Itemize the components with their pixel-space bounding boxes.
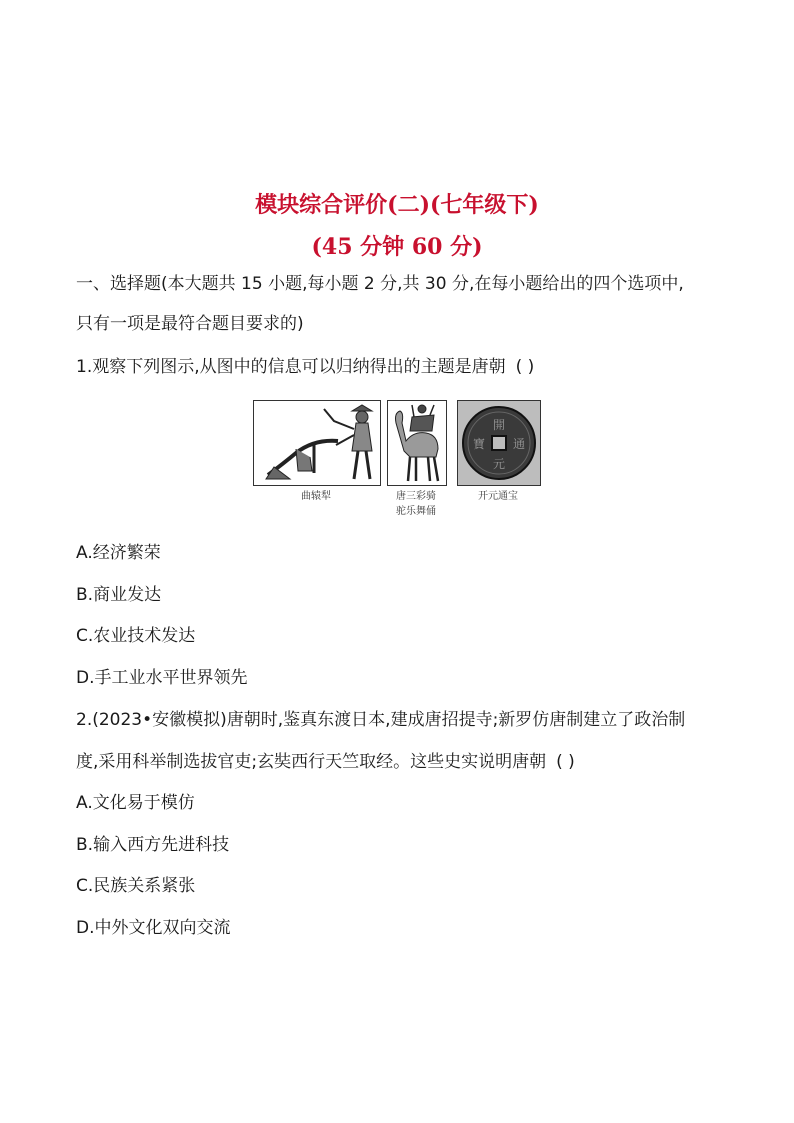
exam-duration-score: (45 分钟 60 分) [311,234,483,260]
plow-image [253,400,381,486]
coin-image [457,400,541,486]
section-instructions-line-1: 一、选择题(本大题共 15 小题,每小题 2 分,共 30 分,在每小题给出的四个选项中, [76,274,684,294]
coin-char-bottom: 元 [492,457,506,471]
camel-icon [388,401,446,485]
q1-option-d: D.手工业水平世界领先 [76,668,248,688]
camel-figurine-image [387,400,447,486]
q2-option-c: C.民族关系紧张 [76,876,196,896]
caption-camel-line-1: 唐三彩骑 [396,491,436,502]
question-2-stem-line-1: 2.(2023•安徽模拟)唐朝时,鉴真东渡日本,建成唐招提寺;新罗仿唐制建立了政治制 [76,710,686,730]
question-1-text: 1.观察下列图示,从图中的信息可以归纳得出的主题是唐朝 [76,357,506,377]
coin-char-top: 開 [492,418,506,432]
caption-plow: 曲辕犁 [301,491,331,502]
answer-blank: ( ) [556,752,575,772]
q1-option-c: C.农业技术发达 [76,626,196,646]
q2-option-a: A.文化易于模仿 [76,793,195,813]
caption-coin: 开元通宝 [478,491,518,502]
coin-char-left: 寶 [472,437,486,451]
coin-icon [458,401,540,485]
q2-option-b: B.输入西方先进科技 [76,835,230,855]
question-2-text: 度,采用科举制选拔官吏;玄奘西行天竺取经。这些史实说明唐朝 [76,752,547,772]
q1-option-b: B.商业发达 [76,585,162,605]
q1-option-a: A.经济繁荣 [76,543,161,563]
caption-camel-line-2: 驼乐舞俑 [396,506,436,517]
farmer-plow-icon [254,401,380,485]
q2-option-d: D.中外文化双向交流 [76,918,231,938]
question-2-stem-line-2 [76,750,575,774]
question-1-figure [253,398,539,522]
page-title: 模块综合评价(二)(七年级下) [255,192,539,218]
coin-char-right: 通 [512,437,526,451]
answer-blank: ( ) [515,357,535,377]
section-instructions-line-2: 只有一项是最符合题目要求的) [76,314,304,334]
question-1-stem [76,355,534,379]
